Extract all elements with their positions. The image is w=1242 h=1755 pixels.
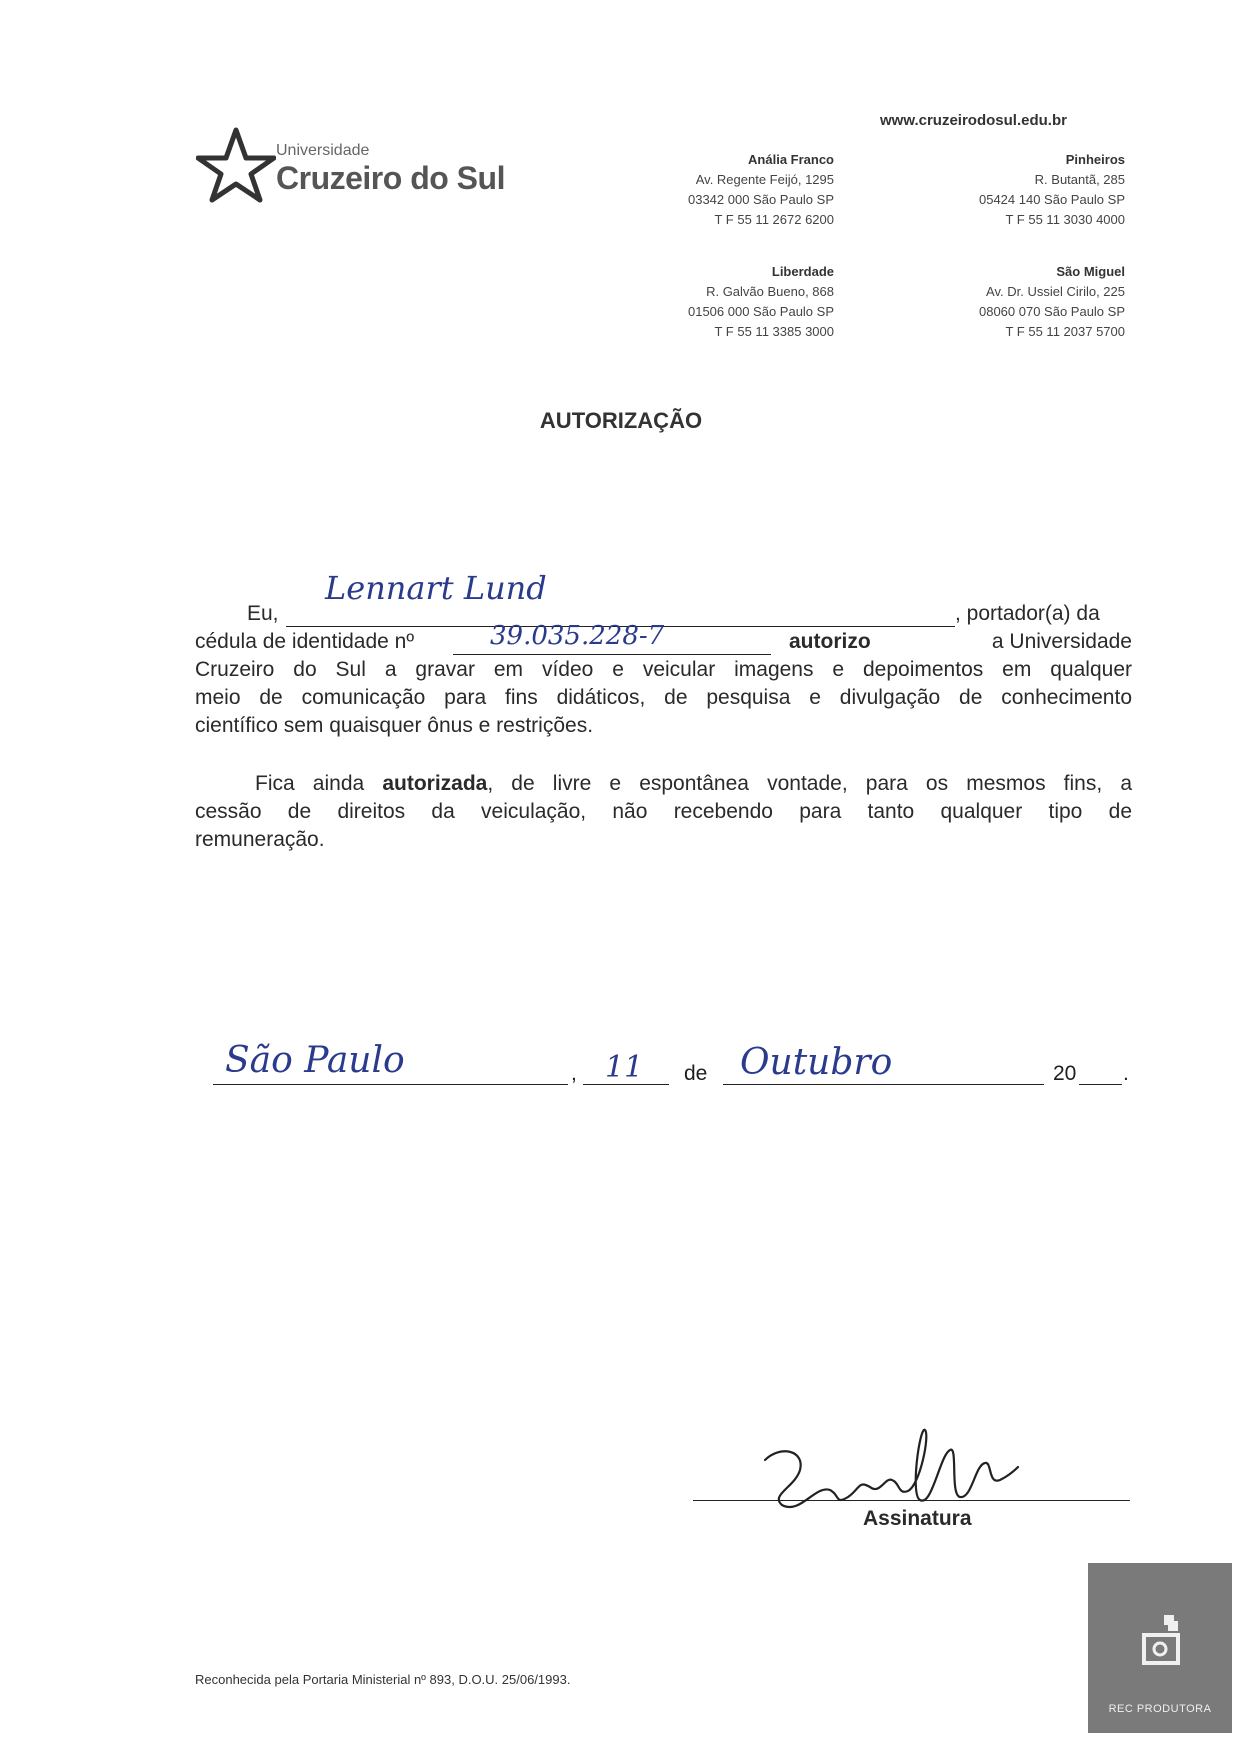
handwritten-signature xyxy=(760,1425,1020,1520)
p2-rest-text: , de livre e espontânea vontade, para os mesmos fins, a xyxy=(487,772,1132,795)
campus-address: Av. Dr. Ussiel Cirilo, 225 xyxy=(986,284,1125,299)
signature-line xyxy=(693,1500,1130,1501)
campus-liberdade xyxy=(600,262,834,342)
campus-phone: T F 55 11 3385 3000 xyxy=(714,324,834,339)
university-logo xyxy=(196,124,526,214)
handwritten-month: Outubro xyxy=(740,1042,893,1083)
watermark-label: REC PRODUTORA xyxy=(1108,1703,1212,1715)
de-label: de xyxy=(684,1062,708,1085)
campus-cep: 03342 000 São Paulo SP xyxy=(687,192,834,207)
rec-produtora-watermark xyxy=(1088,1563,1232,1733)
eu-label: Eu, xyxy=(247,602,279,625)
campus-address: R. Butantã, 285 xyxy=(1034,172,1125,187)
period: . xyxy=(1123,1062,1129,1085)
campus-name: Pinheiros xyxy=(1065,152,1125,167)
logo-big-text: Cruzeiro do Sul xyxy=(276,160,505,196)
website-link[interactable]: www.cruzeirodosul.edu.br xyxy=(880,112,1067,129)
fica-ainda-text: Fica ainda xyxy=(255,772,365,795)
handwritten-id-number: 39.035.228-7 xyxy=(490,621,665,651)
paragraph-line xyxy=(195,770,1132,798)
paragraph-line: Cruzeiro do Sul a gravar em vídeo e veicular imagens e depoimentos em qualquer xyxy=(195,658,1132,681)
paragraph-line: científico sem quaisquer ônus e restrições. xyxy=(195,714,594,737)
campus-phone: T F 55 11 3030 4000 xyxy=(1005,212,1125,227)
line-id xyxy=(195,621,1132,656)
campus-analia-franco xyxy=(600,150,834,230)
paragraph-line: cessão de direitos da veiculação, não recebendo para tanto qualquer tipo de xyxy=(195,800,1132,823)
year-prefix: 20 xyxy=(1053,1062,1077,1085)
comma: , xyxy=(571,1062,577,1085)
campus-name: São Miguel xyxy=(1056,264,1125,279)
campus-address: Av. Regente Feijó, 1295 xyxy=(695,172,834,187)
star-logo-icon xyxy=(196,124,276,204)
footer-note: Reconhecida pela Portaria Ministerial nº 893, D.O.U. 25/06/1993. xyxy=(195,1672,571,1687)
campus-address: R. Galvão Bueno, 868 xyxy=(706,284,834,299)
signature-label: Assinatura xyxy=(863,1507,972,1530)
handwritten-city: São Paulo xyxy=(225,1040,405,1081)
date-location-row xyxy=(195,1040,1132,1090)
paragraph-line: meio de comunicação para fins didáticos, de pesquisa e divulgação de conhecimento xyxy=(195,686,1132,709)
portador-label: , portador(a) da xyxy=(955,602,1100,625)
campus-name: Liberdade xyxy=(771,264,834,279)
autorizada-bold: autorizada xyxy=(382,772,488,795)
a-universidade-label: a Universidade xyxy=(991,630,1132,653)
campus-sao-miguel xyxy=(900,262,1125,342)
campus-name: Anália Franco xyxy=(748,152,834,167)
campus-cep: 01506 000 São Paulo SP xyxy=(687,304,834,319)
campus-pinheiros xyxy=(900,150,1125,230)
campus-phone: T F 55 11 2037 5700 xyxy=(1005,324,1125,339)
logo-small-text: Universidade xyxy=(276,142,370,159)
autorizo-label: autorizo xyxy=(789,630,871,653)
paragraph-line: remuneração. xyxy=(195,828,325,851)
handwritten-day: 11 xyxy=(605,1050,644,1085)
year-field-line xyxy=(1079,1060,1122,1085)
handwritten-name: Lennart Lund xyxy=(325,569,547,607)
campus-cep: 08060 070 São Paulo SP xyxy=(978,304,1125,319)
campus-cep: 05424 140 São Paulo SP xyxy=(978,192,1125,207)
camera-logo-icon xyxy=(1138,1613,1186,1667)
paragraph-rights xyxy=(195,770,1132,854)
document-title: AUTORIZAÇÃO xyxy=(539,408,703,433)
paragraph-authorization xyxy=(195,569,1132,740)
cedula-label: cédula de identidade nº xyxy=(195,630,415,653)
campus-phone: T F 55 11 2672 6200 xyxy=(714,212,834,227)
